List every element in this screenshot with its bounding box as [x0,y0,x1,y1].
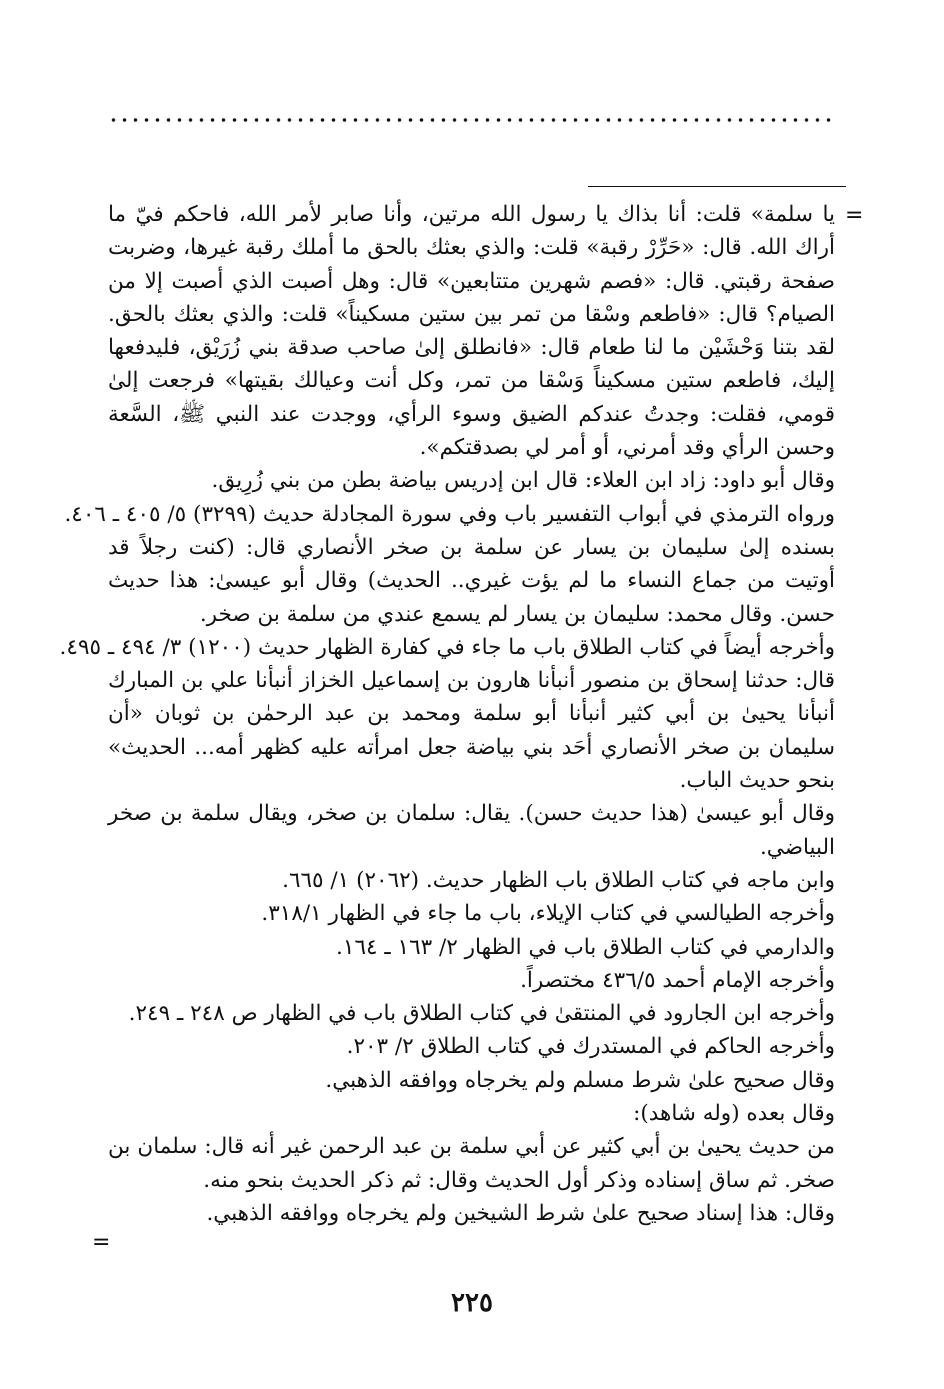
footnote-text [59,198,835,1230]
continuation-mark-end: = [92,1230,111,1255]
text-line: البياضي. [759,834,835,860]
text-line: أوتيت من جماع النساء ما لم يؤت غيري.. الحديث) وقال أبو عيسىٰ: هذا حديث [108,568,835,594]
text-line: يا سلمة» قلت: أنا بذاك يا رسول الله مرتين، وأنا صابر لأمر الله، فاحكم فيّ ما [108,202,835,227]
text-line: وحسن الرأي وقد أمرني، أو أمر لي بصدقتكم». [419,435,835,461]
text-line: أراك الله. قال: «حَرِّرْ رقبة» قلت: والذي بعثك بالحق ما أملك رقبة غيرها، وضربت [108,235,835,261]
text-line: صفحة رقبتي. قال: «فصم شهرين متتابعين» قال: وهل أصبت الذي أصبت إلا من [108,268,835,294]
text-line: بنحو حديث الباب. [679,768,835,794]
text-line: وقال: هذا إسناد صحيح علىٰ شرط الشيخين ولم يخرجاه ووافقه الذهبي. [206,1200,835,1226]
text-line: الصيام؟ قال: «فاطعم وسْقا من تمر بين ستين مسكيناً» قلت: والذي بعثك بالحق. [108,301,835,327]
top-dotted-separator [108,118,833,122]
page-number: ٢٢٥ [451,1288,493,1318]
text-line: وقال أبو داود: زاد ابن العلاء: قال ابن إدريس بياضة بطن من بني زُرِيق. [211,468,835,494]
text-line: صخر. ثم ساق إسناده وذكر أول الحديث وقال: ثم ذكر الحديث بنحو منه. [203,1167,835,1193]
text-line: وقال بعده (وله شاهد): [633,1101,835,1127]
text-line: من حديث يحيىٰ بن أبي كثير عن أبي سلمة بن عبد الرحمن غير أنه قال: سلمان بن [108,1134,835,1160]
text-line: حسن. وقال محمد: سليمان بن يسار لم يسمع عندي من سلمة بن صخر. [199,601,835,627]
text-line: والدارمي في كتاب الطلاق باب في الظهار ٢/ ١٦٣ ـ ١٦٤. [336,934,835,960]
text-line: سليمان بن صخر الأنصاري أحَد بني بياضة جعل امرأته عليه كظهر أمه... الحديث» [108,734,835,760]
continuation-mark-start: = [845,203,864,228]
text-line: ورواه الترمذي في أبواب التفسير باب وفي سورة المجادلة حديث (٣٢٩٩) ٥/ ٤٠٥ ـ ٤٠٦. [64,501,835,527]
text-line: وقال صحيح علىٰ شرط مسلم ولم يخرجاه ووافقه الذهبي. [325,1067,835,1093]
text-line: وقال أبو عيسىٰ (هذا حديث حسن). يقال: سلمان بن صخر، ويقال سلمة بن صخر [108,801,835,827]
text-line: قال: حدثنا إسحاق بن منصور أنبأنا هارون بن إسماعيل الخزاز أنبأنا علي بن المبارك [108,668,835,694]
text-line: قومي، فقلت: وجدتُ عندكم الضيق وسوء الرأي، ووجدت عند النبي ﷺ، السَّعة [108,401,835,427]
footnote-rule [588,186,846,187]
text-line: وأخرجه الحاكم في المستدرك في كتاب الطلاق ٢/ ٢٠٣. [346,1034,835,1060]
text-line: وأخرجه ابن الجارود في المنتقىٰ في كتاب الطلاق باب في الظهار ص ٢٤٨ ـ ٢٤٩. [128,1001,835,1027]
text-line: إليك، فاطعم ستين مسكيناً وَسْقا من تمر، وكل أنت وعيالك بقيتها» فرجعت إلىٰ [108,368,835,394]
text-line: وابن ماجه في كتاب الطلاق باب الظهار حديث. (٢٠٦٢) ١/ ٦٦٥. [282,867,835,893]
text-line: وأخرجه الإمام أحمد ٤٣٦/٥ مختصراً. [520,967,835,993]
text-line: أنبأنا يحيىٰ بن أبي كثير أنبأنا أبو سلمة ومحمد بن عبد الرحمٰن بن ثوبان «أن [108,701,835,727]
text-line: لقد بتنا وَحْشَيْن ما لنا طعام قال: «فانطلق إلىٰ صاحب صدقة بني زُرَيْق، فليدفعها [108,335,835,361]
text-line: وأخرجه الطيالسي في كتاب الإيلاء، باب ما جاء في الظهار ٣١٨/١. [261,901,835,927]
text-line: بسنده إلىٰ سليمان بن يسار عن سلمة بن صخر الأنصاري قال: (كنت رجلاً قد [108,534,835,560]
text-line: وأخرجه أيضاً في كتاب الطلاق باب ما جاء في كفارة الظهار حديث (١٢٠٠) ٣/ ٤٩٤ ـ ٤٩٥. [59,634,835,660]
